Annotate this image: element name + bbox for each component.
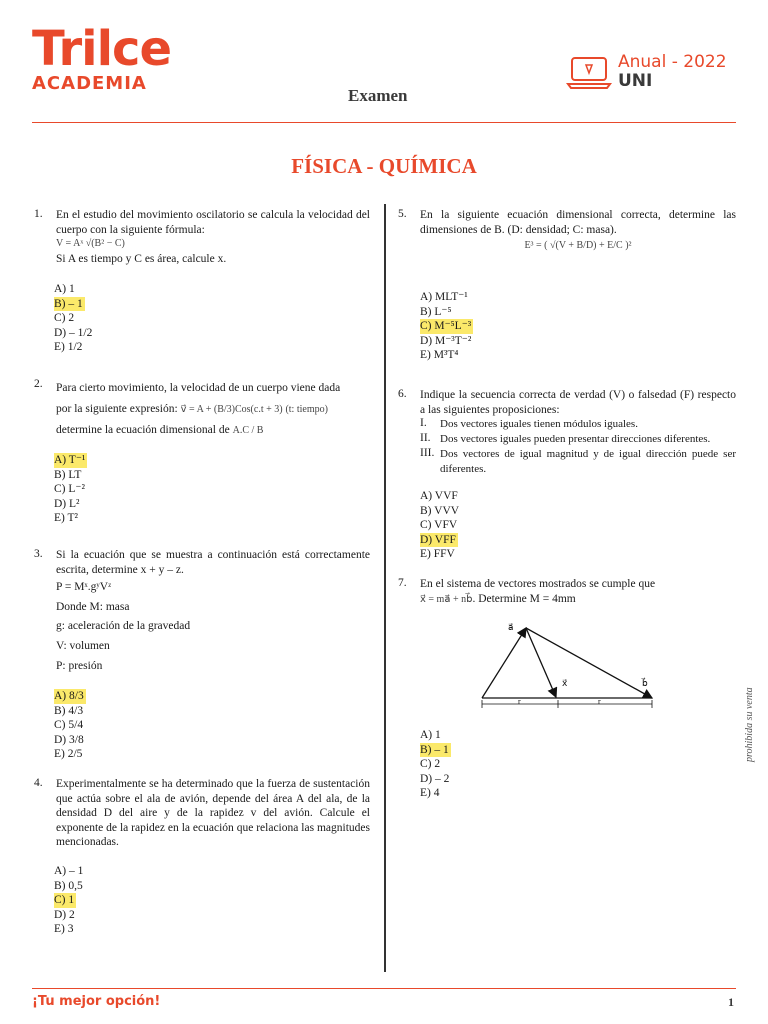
option-a-answer[interactable]: A) 8/3 [54, 690, 84, 702]
question-number: 7. [398, 577, 407, 589]
question-text: Experimentalmente se ha determinado que la fuerza de sustentación que actúa sobre el ala de avión, depende del área A del ala, de la densidad D del aire y de la rapidez v del avión. Calcule el exponente de la rapidez en la ecuación que relaciona las magnitudes mencionadas. [56, 778, 370, 849]
option-b[interactable]: B) 4/3 [54, 704, 84, 717]
option-c-answer[interactable]: C) M⁻⁵L⁻³ [420, 320, 472, 333]
question-formula-2: A.C / B [232, 425, 264, 436]
option-d[interactable]: D) 2 [54, 908, 75, 921]
option-c[interactable]: C) 2 [54, 312, 75, 325]
vector-x-label: x⃗ [562, 678, 568, 688]
option-c-answer[interactable]: C) 1 [54, 894, 75, 907]
option-a[interactable]: A) 1 [420, 729, 441, 741]
options-q7 [420, 728, 451, 801]
option-a[interactable]: A) – 1 [54, 865, 84, 877]
footer-rule [32, 988, 736, 989]
segment-r-label: r [598, 697, 601, 706]
option-d[interactable]: D) – 2 [420, 772, 450, 785]
option-e[interactable]: E) FFV [420, 548, 455, 561]
option-e[interactable]: E) M³T⁴ [420, 349, 459, 362]
option-e[interactable]: E) T² [54, 512, 78, 525]
vector-b-arrow [526, 628, 652, 698]
option-d-answer[interactable]: D) VFF [420, 533, 456, 546]
vector-a-arrow [482, 628, 526, 698]
option-a[interactable]: A) 1 [54, 283, 75, 295]
option-a[interactable]: A) MLT⁻¹ [420, 291, 468, 303]
question-number: 4. [34, 777, 43, 789]
logo-wordmark: Trilce [32, 21, 172, 77]
trilce-logo [32, 21, 172, 94]
definition-line: Donde M: masa [56, 600, 130, 613]
question-text-2: por la siguiente expresión: [56, 403, 178, 415]
course-year: Anual - 2022 [618, 52, 727, 72]
question-text: En la siguiente ecuación dimensional correcta, determine las dimensiones de B. (D: densidad; C: masa). [420, 209, 736, 236]
definition-line: g: aceleración de la gravedad [56, 620, 191, 633]
question-number: 6. [398, 388, 407, 400]
options-q5 [420, 290, 473, 363]
column-divider [384, 204, 386, 972]
option-d[interactable]: D) – 1/2 [54, 326, 93, 339]
option-e[interactable]: E) 2/5 [54, 748, 83, 761]
option-e[interactable]: E) 3 [54, 923, 74, 936]
segment-r-label: r [518, 697, 521, 706]
exam-label: Examen [348, 86, 408, 105]
options-q3 [54, 689, 86, 762]
side-note: prohibida su venta [744, 687, 755, 762]
option-e[interactable]: E) 1/2 [54, 341, 83, 354]
question-text: Para cierto movimiento, la velocidad de un cuerpo viene dada [56, 382, 341, 394]
vector-a-label: a⃗ [508, 622, 514, 632]
question-formula: P = Mˣ.gʸVᶻ [56, 581, 112, 594]
question-text: En el estudio del movimiento oscilatorio se calcula la velocidad del cuerpo con la siguiente fórmula: [56, 209, 370, 236]
question-text-3: determine la ecuación dimensional de [56, 424, 230, 436]
page-number: 1 [728, 995, 734, 1009]
question-text: En el sistema de vectores mostrados se cumple que [420, 578, 656, 590]
option-b[interactable]: B) L⁻⁵ [420, 305, 452, 318]
laptop-icon [566, 56, 612, 90]
option-c[interactable]: C) L⁻² [54, 483, 85, 496]
question-number: 2. [34, 378, 43, 390]
option-d[interactable]: D) M⁻³T⁻² [420, 334, 472, 347]
question-text-2: Si A es tiempo y C es área, calcule x. [56, 252, 227, 265]
question-formula: x⃗ = ma⃗ + nb⃗ [420, 593, 473, 605]
statement-numeral: II. [420, 432, 431, 444]
logo-subtitle: ACADEMIA [32, 73, 147, 94]
question-formula: v⃗ = A + (B/3)Cos(c.t + 3) [180, 404, 283, 415]
question-formula: E³ = ( √(V + B/D) + E/C )² [524, 240, 632, 252]
question-text: Indique la secuencia correcta de verdad (V) o falsedad (F) respecto a las siguientes proposiciones: [420, 389, 736, 416]
options-q6 [420, 489, 461, 562]
option-c[interactable]: C) 5/4 [54, 719, 84, 732]
option-a[interactable]: A) VVF [420, 490, 458, 502]
page-title: FÍSICA - QUÍMICA [291, 154, 477, 178]
option-c[interactable]: C) VFV [420, 519, 458, 532]
question-number: 1. [34, 208, 43, 220]
vector-b-label: b⃗ [642, 678, 648, 688]
options-q4 [54, 864, 85, 937]
vector-x-arrow [526, 628, 556, 697]
header-rule [32, 122, 736, 123]
option-e[interactable]: E) 4 [420, 787, 440, 800]
option-a-answer[interactable]: A) T⁻¹ [54, 454, 86, 466]
option-b[interactable]: B) LT [54, 468, 82, 481]
vector-diagram [474, 618, 664, 710]
question-number: 5. [398, 208, 407, 220]
question-number: 3. [34, 548, 43, 560]
definition-line: V: volumen [56, 639, 110, 652]
question-formula: V = Aˣ √(B² − C) [56, 238, 125, 250]
option-d[interactable]: D) 3/8 [54, 733, 84, 746]
definition-line: P: presión [56, 659, 103, 672]
course-name: UNI [618, 71, 653, 91]
statement-text: Dos vectores iguales pueden presentar direcciones diferentes. [440, 433, 711, 445]
statement-numeral: III. [420, 447, 435, 459]
question-text: Si la ecuación que se muestra a continuación está correctamente escrita, determine x + y – z. [56, 549, 370, 576]
footer-slogan: ¡Tu mejor opción! [32, 994, 161, 1009]
option-d[interactable]: D) L² [54, 497, 80, 510]
option-b-answer[interactable]: B) – 1 [54, 297, 83, 310]
formula-note: (t: tiempo) [285, 404, 328, 415]
question-text-2: . Determine M = 4mm [472, 592, 576, 605]
option-b[interactable]: B) 0,5 [54, 879, 83, 892]
statement-text: Dos vectores de igual magnitud y de igual dirección puede ser diferentes. [440, 448, 736, 475]
options-q1 [54, 282, 94, 355]
option-b-answer[interactable]: B) – 1 [420, 743, 449, 756]
option-b[interactable]: B) VVV [420, 504, 460, 517]
option-c[interactable]: C) 2 [420, 758, 441, 771]
options-q2 [54, 453, 87, 526]
statement-numeral: I. [420, 417, 427, 429]
statement-text: Dos vectores iguales tienen módulos iguales. [440, 418, 638, 430]
